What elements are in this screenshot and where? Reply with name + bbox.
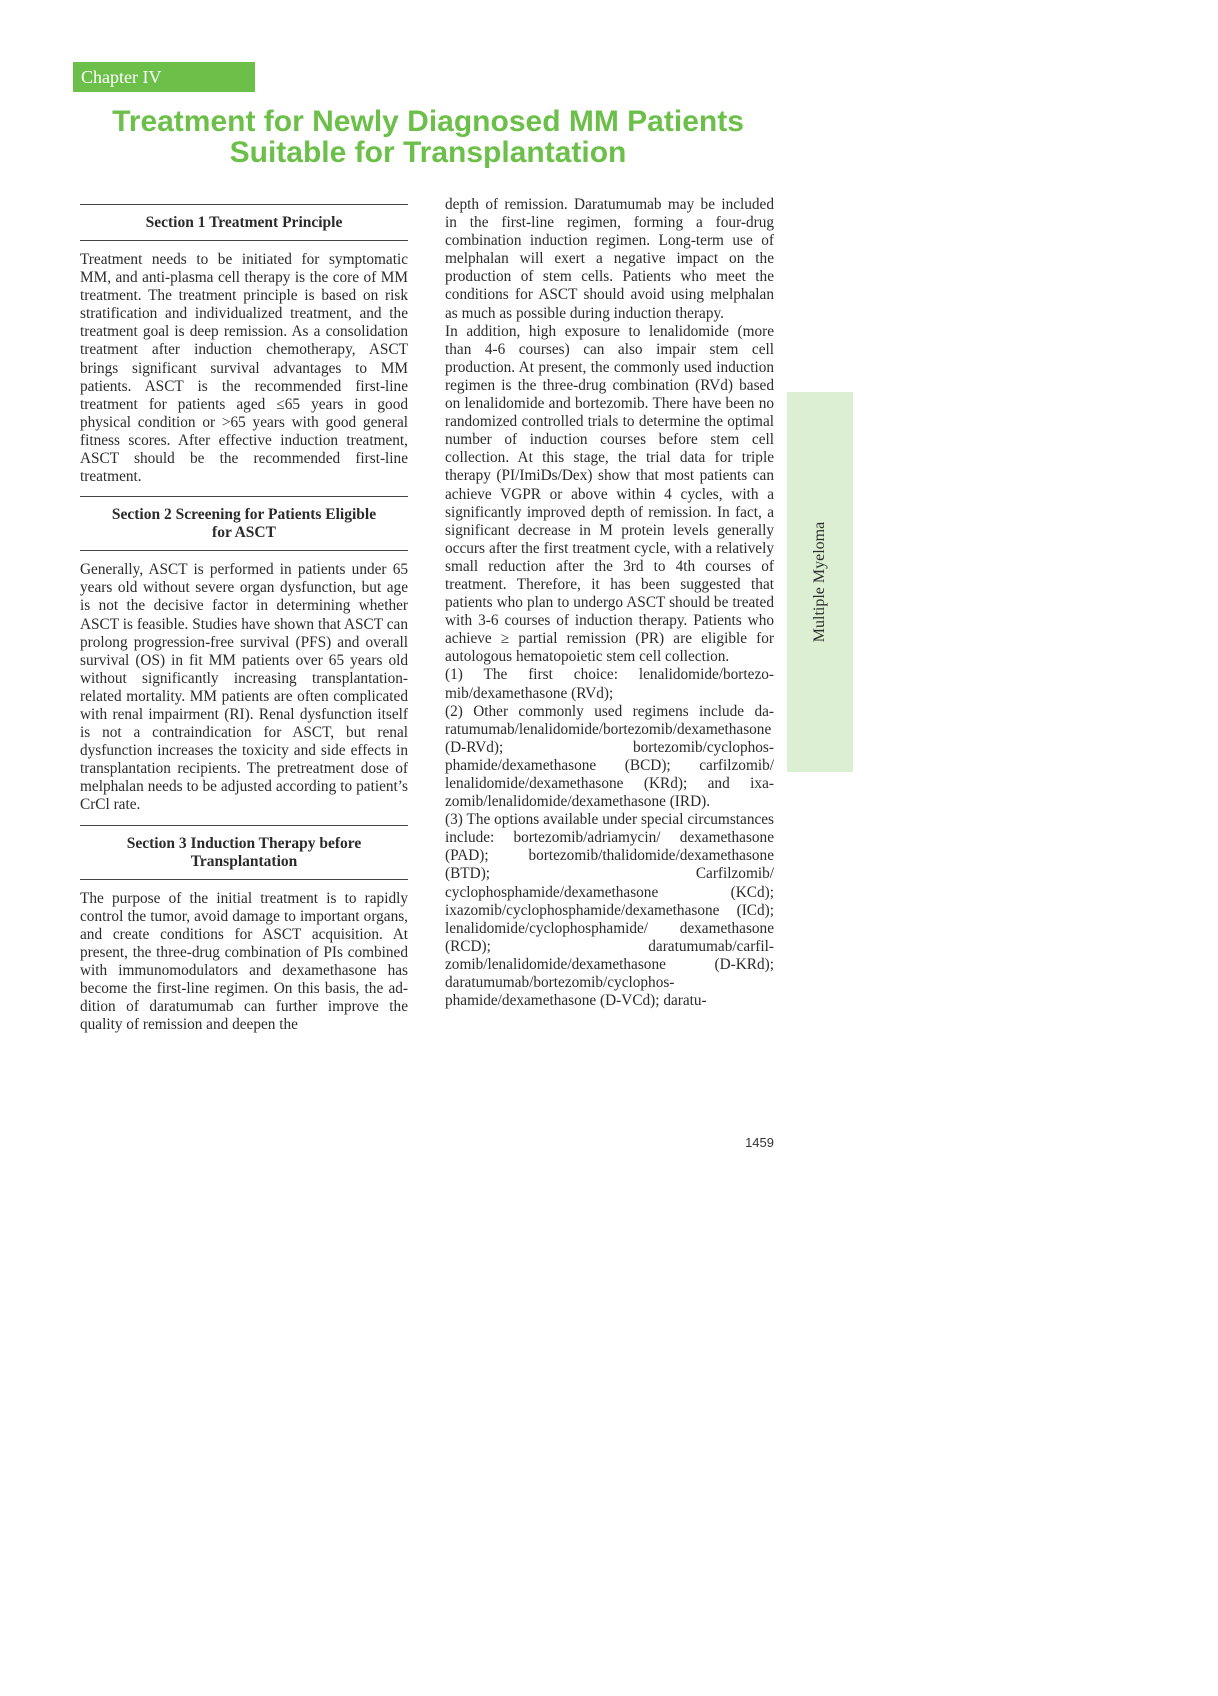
side-tab-label: Multiple Myeloma [811,521,828,643]
page-title-line-2: Suitable for Transplantation [229,136,627,169]
chapter-tag: Chapter IV [73,62,255,92]
section-3-heading-line-1: Section 3 Induction Therapy before [126,834,362,852]
page-title-line-1: Treatment for Newly Diagnosed MM Patients [112,105,744,138]
section-3-body: The purpose of the initial treatment is to rapidly control the tumor, avoid damage to important organs, and create conditions for ASCT acquisition. At present, the three-drug combination of PIs combined with immunomodulators and dexamethasone has become the first-line regimen. On this basis, the addition of daratumumab can further improve the quality of remission and deepen the [80,889,408,1034]
section-1-heading: Section 1 Treatment Principle [80,204,408,241]
section-2-heading-line-2: for ASCT [212,524,276,542]
right-column [445,196,774,1010]
section-3-heading [80,825,408,880]
section-2-heading [80,496,408,551]
side-tab [787,392,853,772]
regimen-other-common: (2) Other commonly used regimens include daratumumab/lenalidomide/bortezomib/dexamethasone (D-RVd); bortezomib/cyclophosphamide/dexamethasone (BCD); carfilzomib/ lenalidomide/dexamethasone (KRd); and ixazomib/lenalidomide/dexamethasone (IRD). [445,702,774,811]
section-2-heading-line-1: Section 2 Screening for Patients Eligible [111,506,377,524]
right-paragraph-1: depth of remission. Daratumumab may be included in the first-line regimen, forming a four-drug combination induction regimen. Long-term use of melphalan will exert a negative impact on the production of stem cells. Patients who meet the conditions for ASCT should avoid using melphalan as much as possible during induction therapy. [445,196,774,322]
regimen-special-circumstances: (3) The options available under special circumstances include: bortezomib/adriamycin/ dexamethasone (PAD); bortezomib/thalidomide/dexamethasone (BTD); Carfilzomib/ cyclophosphamide/dexamethasone (KCd); ixazomib/cyclophosphamide/dexamethasone (ICd); lenalidomide/cyclophosphamide/ dexamethasone (RCD); daratumumab/carfilzomib/lenalidomide/dexamethasone (D-KRd); daratumumab/bortezomib/cyclophosphamide/dexamethasone (D-VCd); daratu- [445,811,774,1010]
page-title [73,106,783,168]
regimen-first-choice: (1) The first choice: lenalidomide/bortezomib/dexamethasone (RVd); [445,666,774,702]
section-3-heading-line-2: Transplantation [190,852,298,870]
section-2-body: Generally, ASCT is performed in patients under 65 years old without severe organ dysfunction, but age is not the decisive factor in determining whether ASCT is feasible. Studies have shown that ASCT can prolong progression-free survival (PFS) and overall survival (OS) in fit MM patients over 65 years old without significantly increasing transplantation-related mortality. MM patients are often complicated with renal impairment (RI). Renal dysfunction itself is not a contraindication for ASCT, but renal dysfunction increases the toxicity and side effects in transplantation recipients. The pretreatment dose of melphalan needs to be adjusted according to patient’s CrCl rate. [80,561,408,814]
section-1-body: Treatment needs to be initiated for symptomatic MM, and anti-plasma cell therapy is the core of MM treatment. The treatment principle is based on risk stratification and individualized treatment, and the treatment goal is deep remission. As a consolidation treatment after induction chemotherapy, ASCT brings significant survival advantages to MM patients. ASCT is the recommended first-line treatment for patients aged ≤65 years in good physical condition or >65 years with good general fitness scores. After effective induction treatment, ASCT should be the recommended first-line treatment. [80,251,408,486]
right-paragraph-2: In addition, high exposure to lenalidomide (more than 4-6 courses) can also impair stem cell production. At present, the commonly used induction regimen is the three-drug combination (RVd) based on lenalidomide and bortezomib. There have been no randomized controlled trials to determine the optimal number of induction courses before stem cell collection. At this stage, the trial data for triple therapy (PI/ImiDs/Dex) show that most patients can achieve VGPR or above within 4 cycles, with a significantly improved depth of remission. In fact, a significant decrease in M protein levels generally occurs after the first treatment cycle, with a relatively small reduction after the 3rd to 4th courses of treatment. Therefore, it has been suggested that patients who plan to undergo ASCT should be treated with 3-6 courses of induction therapy. Patients who achieve ≥ partial remission (PR) are eligible for autologous hematopoietic stem cell collection. [445,322,774,666]
page-number: 1459 [745,1135,774,1150]
left-column [80,204,408,1044]
